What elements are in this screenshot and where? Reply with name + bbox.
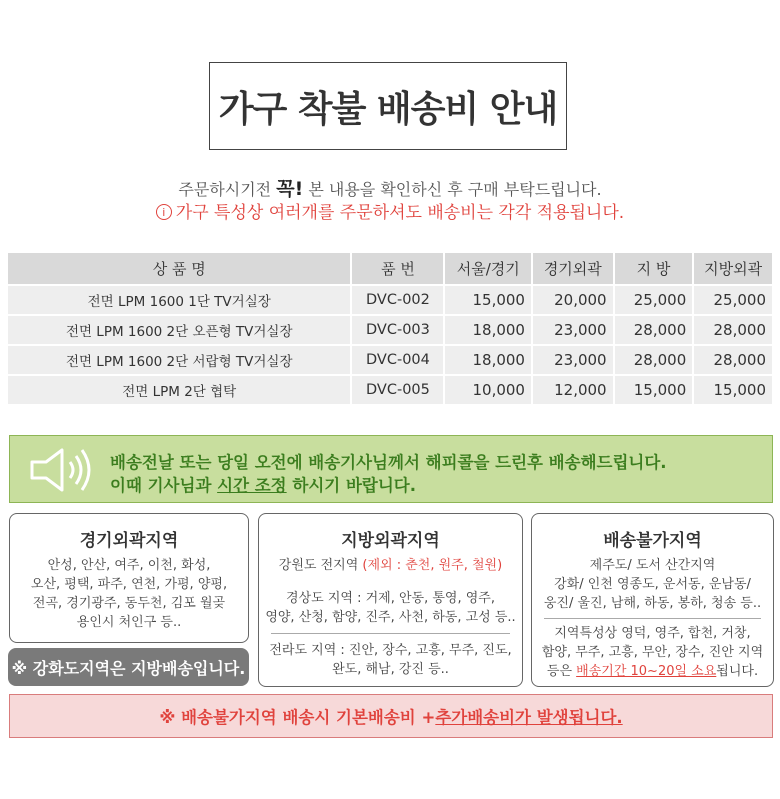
info-icon: i bbox=[156, 204, 172, 220]
unavailable-red-list bbox=[532, 556, 773, 613]
table-row bbox=[8, 346, 772, 374]
page-title: 가구 착불 배송비 안내 bbox=[209, 62, 567, 150]
unavailable-last-line bbox=[532, 662, 773, 681]
unavailable-red-line: 강화/ 인천 영종도, 운서동, 운남동/ bbox=[554, 577, 751, 592]
unavailable-black-list bbox=[532, 624, 773, 681]
price-gyeonggi-outer: 23,000 bbox=[533, 316, 613, 344]
unavailable-red-line: 웅진/ 울진, 남해, 하동, 봉하, 청송 등.. bbox=[543, 596, 762, 611]
gyeongsang-line: 경상도 지역 : 거제, 안동, 통영, 영주, bbox=[286, 591, 495, 606]
unavailable-title: 배송불가지역 bbox=[603, 531, 702, 551]
table-row bbox=[8, 376, 772, 404]
table-row bbox=[8, 316, 772, 344]
price-seoul: 18,000 bbox=[445, 346, 531, 374]
gyeongsang-list bbox=[259, 589, 522, 627]
gyeonggi-line: 안성, 안산, 여주, 이천, 화성, bbox=[47, 558, 211, 573]
extra-fee-banner bbox=[9, 694, 773, 738]
price-regional: 28,000 bbox=[615, 316, 693, 344]
table-row bbox=[8, 286, 772, 314]
jeolla-line: 전라도 지역 : 진안, 장수, 고흥, 무주, 진도, bbox=[269, 643, 512, 658]
product-name: 전면 LPM 1600 2단 서랍형 TV거실장 bbox=[8, 346, 350, 374]
notice-line-1: 배송전날 또는 당일 오전에 배송기사님께서 해피콜을 드린후 배송해드립니다. bbox=[110, 453, 667, 472]
unavailable-last-c: 됩니다. bbox=[716, 664, 759, 679]
product-code: DVC-003 bbox=[352, 316, 443, 344]
price-gyeonggi-outer: 20,000 bbox=[533, 286, 613, 314]
price-regional: 15,000 bbox=[615, 376, 693, 404]
price-seoul: 15,000 bbox=[445, 286, 531, 314]
unavailable-last-a: 등은 bbox=[546, 664, 577, 679]
header-regional-outer: 지방외곽 bbox=[694, 253, 772, 284]
speaker-icon bbox=[28, 444, 100, 496]
divider bbox=[544, 618, 761, 619]
jeolla-line: 완도, 해남, 강진 등.. bbox=[332, 662, 449, 677]
gyeonggi-line: 전곡, 경기광주, 동두천, 김포 월곶 bbox=[32, 596, 226, 611]
header-regional: 지 방 bbox=[615, 253, 693, 284]
gangwon-line bbox=[259, 556, 522, 575]
intro-emphasis: 꼭! bbox=[276, 178, 304, 200]
extra-fee-emphasis: 추가배송비가 발생됩니다. bbox=[435, 708, 623, 727]
product-name: 전면 LPM 1600 2단 오픈형 TV거실장 bbox=[8, 316, 350, 344]
price-seoul: 10,000 bbox=[445, 376, 531, 404]
gangwon-exclusion: (제외 : 춘천, 원주, 철원) bbox=[362, 558, 503, 573]
divider bbox=[271, 633, 510, 634]
gyeonggi-outer-list bbox=[10, 556, 248, 632]
unavailable-line: 지역특성상 영덕, 영주, 합천, 거창, bbox=[554, 626, 751, 641]
price-regional-outer: 25,000 bbox=[694, 286, 772, 314]
header-gyeonggi-outer: 경기외곽 bbox=[533, 253, 613, 284]
header-product-name: 상 품 명 bbox=[8, 253, 350, 284]
header-seoul: 서울/경기 bbox=[445, 253, 531, 284]
price-regional: 28,000 bbox=[615, 346, 693, 374]
jeolla-list bbox=[259, 641, 522, 679]
product-code: DVC-004 bbox=[352, 346, 443, 374]
table-header-row bbox=[8, 253, 772, 284]
unavailable-line: 함양, 무주, 고흥, 무안, 장수, 진안 지역 bbox=[541, 645, 764, 660]
intro-text bbox=[0, 174, 780, 201]
intro-before: 주문하시기전 bbox=[178, 180, 277, 199]
product-name: 전면 LPM 1600 1단 TV거실장 bbox=[8, 286, 350, 314]
gyeonggi-line: 용인시 처인구 등.. bbox=[76, 615, 182, 630]
unavailable-card bbox=[531, 513, 774, 687]
notice-line-2-a: 이때 기사님과 bbox=[110, 476, 218, 495]
notice-line-2 bbox=[110, 472, 416, 496]
price-regional-outer: 28,000 bbox=[694, 346, 772, 374]
intro-after: 본 내용을 확인하신 후 구매 부탁드립니다. bbox=[303, 180, 602, 199]
notice-line-2-c: 하시기 바랍니다. bbox=[286, 476, 416, 495]
gyeonggi-line: 오산, 평택, 파주, 연천, 가평, 양평, bbox=[30, 577, 228, 592]
regional-outer-card bbox=[258, 513, 523, 687]
notice-line-2-b: 시간 조정 bbox=[217, 476, 287, 495]
gangwon-text: 강원도 전지역 bbox=[278, 558, 363, 573]
price-gyeonggi-outer: 12,000 bbox=[533, 376, 613, 404]
regional-outer-title: 지방외곽지역 bbox=[341, 531, 440, 551]
gyeonggi-outer-card bbox=[9, 513, 249, 643]
delivery-notice bbox=[9, 435, 773, 503]
delivery-period: 배송기간 10~20일 소요 bbox=[576, 664, 717, 679]
gyeongsang-line: 영양, 산청, 함양, 진주, 사천, 하동, 고성 등.. bbox=[265, 610, 516, 625]
header-code: 품 번 bbox=[352, 253, 443, 284]
product-code: DVC-002 bbox=[352, 286, 443, 314]
unavailable-red-line: 제주도/ 도서 산간지역 bbox=[589, 558, 716, 573]
warning-text bbox=[0, 198, 780, 223]
price-gyeonggi-outer: 23,000 bbox=[533, 346, 613, 374]
price-regional-outer: 15,000 bbox=[694, 376, 772, 404]
gyeonggi-outer-title: 경기외곽지역 bbox=[79, 531, 179, 551]
price-seoul: 18,000 bbox=[445, 316, 531, 344]
extra-fee-text: ※ 배송불가지역 배송시 기본배송비 + bbox=[159, 708, 436, 727]
price-regional-outer: 28,000 bbox=[694, 316, 772, 344]
price-regional: 25,000 bbox=[615, 286, 693, 314]
price-table bbox=[6, 251, 774, 406]
product-name: 전면 LPM 2단 협탁 bbox=[8, 376, 350, 404]
product-code: DVC-005 bbox=[352, 376, 443, 404]
warning-message: 가구 특성상 여러개를 주문하셔도 배송비는 각각 적용됩니다. bbox=[175, 203, 625, 223]
ganghwa-note: ※ 강화도지역은 지방배송입니다. bbox=[8, 648, 249, 686]
